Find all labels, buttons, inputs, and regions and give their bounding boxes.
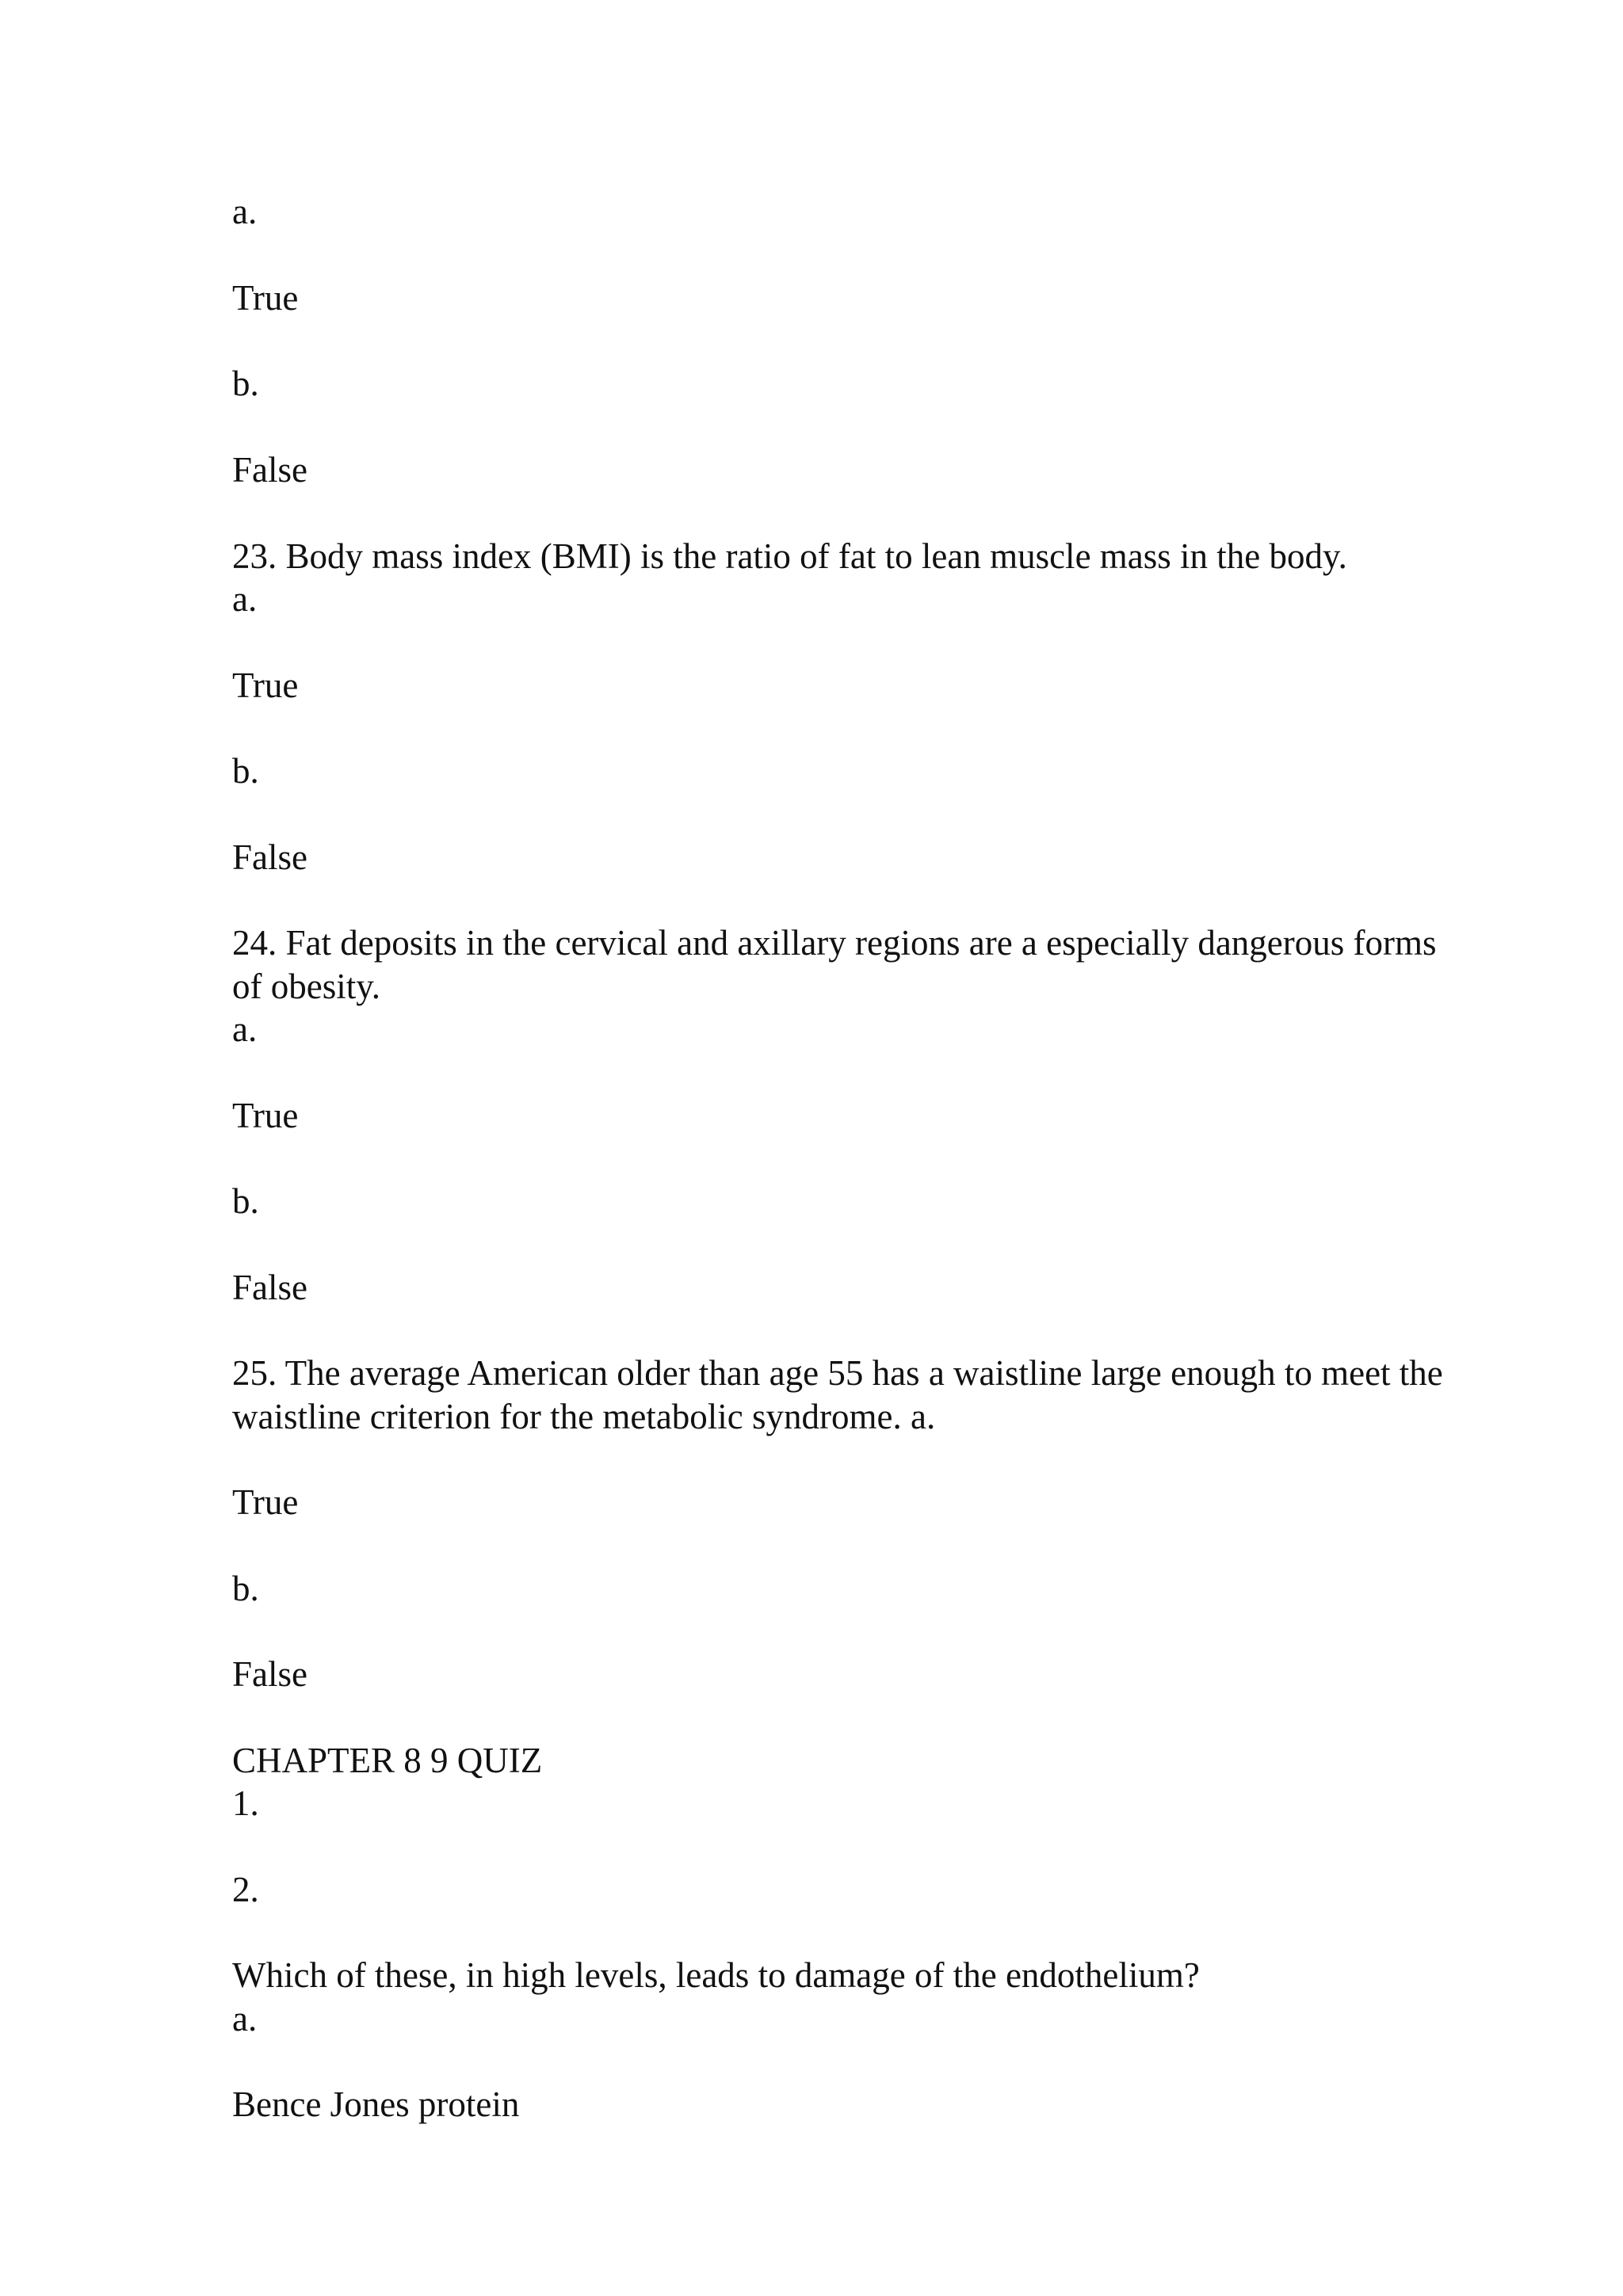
chapter-item-2: 2. bbox=[232, 1870, 259, 1909]
q23-question: 23. Body mass index (BMI) is the ratio of fat to lean muscle mass in the body. bbox=[232, 536, 1347, 576]
q2-option-a-letter: a. bbox=[232, 1999, 258, 2039]
q23-option-a-text: True bbox=[232, 666, 299, 705]
q24-option-a-letter: a. bbox=[232, 1009, 258, 1049]
q22-option-b-text: False bbox=[232, 450, 307, 490]
chapter-heading: CHAPTER 8 9 QUIZ bbox=[232, 1741, 543, 1780]
chapter-item-1: 1. bbox=[232, 1783, 259, 1823]
q24-option-b-text: False bbox=[232, 1268, 307, 1307]
q24-option-a-text: True bbox=[232, 1096, 299, 1135]
q22-option-a-text: True bbox=[232, 278, 299, 318]
q25-question-line2: waistline criterion for the metabolic syndrome. a. bbox=[232, 1397, 936, 1436]
q22-option-b-letter: b. bbox=[232, 364, 259, 403]
q23-option-b-letter: b. bbox=[232, 751, 259, 791]
q24-option-b-letter: b. bbox=[232, 1181, 259, 1221]
q25-option-a-text: True bbox=[232, 1482, 299, 1522]
q25-option-b-text: False bbox=[232, 1654, 307, 1694]
q25-question-line1: 25. The average American older than age 55 has a waistline large enough to meet the bbox=[232, 1353, 1443, 1393]
q2-option-a-text: Bence Jones protein bbox=[232, 2084, 520, 2124]
q24-question-line2: of obesity. bbox=[232, 967, 381, 1006]
q23-option-b-text: False bbox=[232, 837, 307, 877]
q2-question: Which of these, in high levels, leads to damage of the endothelium? bbox=[232, 1955, 1200, 1995]
q23-option-a-letter: a. bbox=[232, 579, 258, 619]
q24-question-line1: 24. Fat deposits in the cervical and axillary regions are a especially dangerous forms bbox=[232, 923, 1437, 963]
q25-option-b-letter: b. bbox=[232, 1569, 259, 1608]
q22-option-a-letter: a. bbox=[232, 192, 258, 231]
